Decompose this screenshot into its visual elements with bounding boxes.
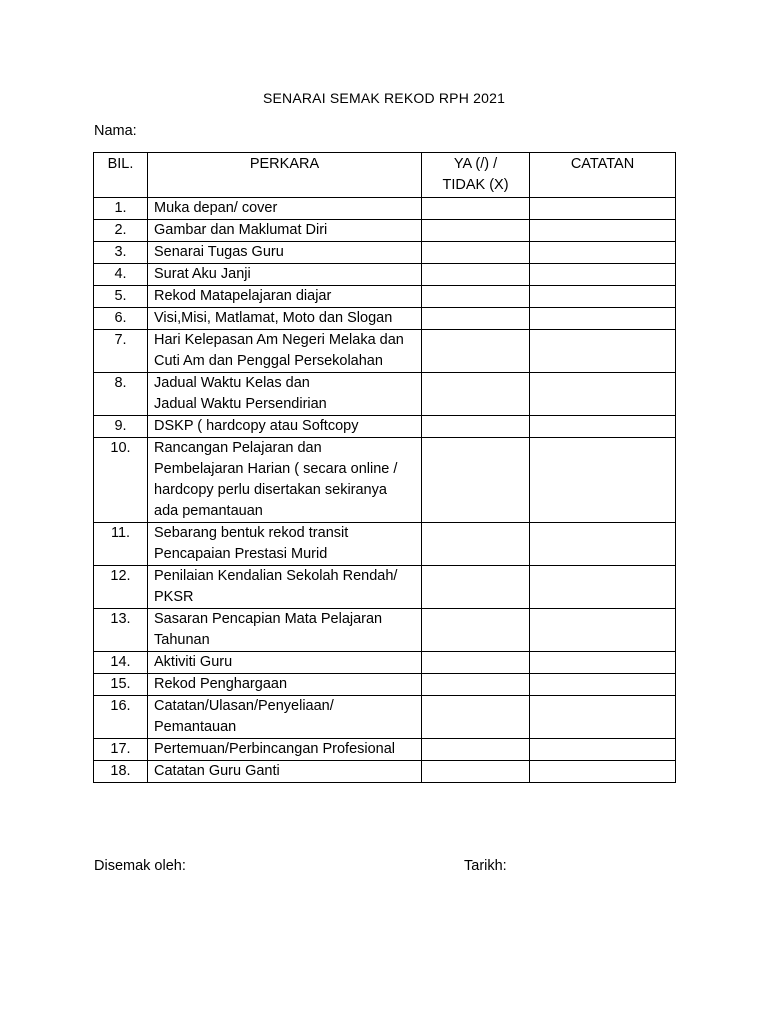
row-catatan-cell[interactable] <box>530 264 676 286</box>
row-bil: 17. <box>94 739 148 761</box>
row-catatan-cell[interactable] <box>530 220 676 242</box>
row-catatan-cell[interactable] <box>530 652 676 674</box>
row-bil: 7. <box>94 330 148 373</box>
row-catatan-cell[interactable] <box>530 696 676 739</box>
header-catatan: CATATAN <box>530 153 676 198</box>
row-catatan-cell[interactable] <box>530 286 676 308</box>
table-row <box>94 264 676 286</box>
row-catatan-cell[interactable] <box>530 761 676 783</box>
table-row <box>94 609 676 652</box>
table-row <box>94 198 676 220</box>
header-ya-tidak: YA (/) / TIDAK (X) <box>422 153 530 198</box>
table-row <box>94 373 676 416</box>
row-ya-tidak-cell[interactable] <box>422 696 530 739</box>
row-perkara: Sasaran Pencapian Mata Pelajaran Tahunan <box>148 609 422 652</box>
row-perkara: Rekod Matapelajaran diajar <box>148 286 422 308</box>
row-bil: 16. <box>94 696 148 739</box>
row-catatan-cell[interactable] <box>530 242 676 264</box>
row-perkara: Jadual Waktu Kelas dan Jadual Waktu Persendirian <box>148 373 422 416</box>
row-perkara: Rekod Penghargaan <box>148 674 422 696</box>
nama-label: Nama: <box>94 123 137 139</box>
row-catatan-cell[interactable] <box>530 523 676 566</box>
row-perkara: Gambar dan Maklumat Diri <box>148 220 422 242</box>
row-bil: 4. <box>94 264 148 286</box>
row-bil: 5. <box>94 286 148 308</box>
row-ya-tidak-cell[interactable] <box>422 308 530 330</box>
row-bil: 14. <box>94 652 148 674</box>
row-perkara: Pertemuan/Perbincangan Profesional <box>148 739 422 761</box>
row-perkara: Rancangan Pelajaran dan Pembelajaran Harian ( secara online / hardcopy perlu disertakan sekiranya ada pemantauan <box>148 438 422 523</box>
row-ya-tidak-cell[interactable] <box>422 761 530 783</box>
row-catatan-cell[interactable] <box>530 609 676 652</box>
row-ya-tidak-cell[interactable] <box>422 609 530 652</box>
row-ya-tidak-cell[interactable] <box>422 373 530 416</box>
header-perkara: PERKARA <box>148 153 422 198</box>
row-bil: 13. <box>94 609 148 652</box>
row-ya-tidak-cell[interactable] <box>422 652 530 674</box>
table-row <box>94 220 676 242</box>
row-ya-tidak-cell[interactable] <box>422 566 530 609</box>
table-row <box>94 330 676 373</box>
row-catatan-cell[interactable] <box>530 416 676 438</box>
checklist-table <box>93 152 676 783</box>
row-bil: 10. <box>94 438 148 523</box>
row-bil: 18. <box>94 761 148 783</box>
table-row <box>94 566 676 609</box>
row-bil: 12. <box>94 566 148 609</box>
row-ya-tidak-cell[interactable] <box>422 198 530 220</box>
row-bil: 11. <box>94 523 148 566</box>
row-ya-tidak-cell[interactable] <box>422 264 530 286</box>
table-row <box>94 523 676 566</box>
table-row <box>94 696 676 739</box>
row-ya-tidak-cell[interactable] <box>422 739 530 761</box>
table-body <box>94 198 676 783</box>
row-perkara: Visi,Misi, Matlamat, Moto dan Slogan <box>148 308 422 330</box>
row-bil: 1. <box>94 198 148 220</box>
row-perkara: Senarai Tugas Guru <box>148 242 422 264</box>
row-ya-tidak-cell[interactable] <box>422 242 530 264</box>
row-catatan-cell[interactable] <box>530 330 676 373</box>
row-perkara: Catatan Guru Ganti <box>148 761 422 783</box>
row-ya-tidak-cell[interactable] <box>422 220 530 242</box>
table-row <box>94 308 676 330</box>
row-bil: 6. <box>94 308 148 330</box>
table-row <box>94 674 676 696</box>
table-row <box>94 242 676 264</box>
row-catatan-cell[interactable] <box>530 739 676 761</box>
table-row <box>94 761 676 783</box>
row-ya-tidak-cell[interactable] <box>422 674 530 696</box>
page-title: SENARAI SEMAK REKOD RPH 2021 <box>262 90 506 106</box>
row-perkara: Surat Aku Janji <box>148 264 422 286</box>
disemak-oleh-label: Disemak oleh: <box>94 858 186 874</box>
row-perkara: Sebarang bentuk rekod transit Pencapaian Prestasi Murid <box>148 523 422 566</box>
row-bil: 9. <box>94 416 148 438</box>
row-catatan-cell[interactable] <box>530 438 676 523</box>
tarikh-label: Tarikh: <box>464 858 507 874</box>
row-catatan-cell[interactable] <box>530 308 676 330</box>
row-ya-tidak-cell[interactable] <box>422 416 530 438</box>
table-row <box>94 416 676 438</box>
row-bil: 15. <box>94 674 148 696</box>
table-row <box>94 438 676 523</box>
row-perkara: Hari Kelepasan Am Negeri Melaka dan Cuti Am dan Penggal Persekolahan <box>148 330 422 373</box>
row-bil: 3. <box>94 242 148 264</box>
row-catatan-cell[interactable] <box>530 198 676 220</box>
row-perkara: Penilaian Kendalian Sekolah Rendah/ PKSR <box>148 566 422 609</box>
row-ya-tidak-cell[interactable] <box>422 330 530 373</box>
table-row <box>94 286 676 308</box>
row-catatan-cell[interactable] <box>530 566 676 609</box>
row-ya-tidak-cell[interactable] <box>422 523 530 566</box>
header-bil: BIL. <box>94 153 148 198</box>
table-row <box>94 739 676 761</box>
row-catatan-cell[interactable] <box>530 674 676 696</box>
row-bil: 8. <box>94 373 148 416</box>
row-ya-tidak-cell[interactable] <box>422 438 530 523</box>
row-ya-tidak-cell[interactable] <box>422 286 530 308</box>
row-perkara: Muka depan/ cover <box>148 198 422 220</box>
row-perkara: Catatan/Ulasan/Penyeliaan/ Pemantauan <box>148 696 422 739</box>
row-catatan-cell[interactable] <box>530 373 676 416</box>
row-perkara: DSKP ( hardcopy atau Softcopy <box>148 416 422 438</box>
row-bil: 2. <box>94 220 148 242</box>
table-row <box>94 652 676 674</box>
row-perkara: Aktiviti Guru <box>148 652 422 674</box>
table-header-row <box>94 153 676 198</box>
